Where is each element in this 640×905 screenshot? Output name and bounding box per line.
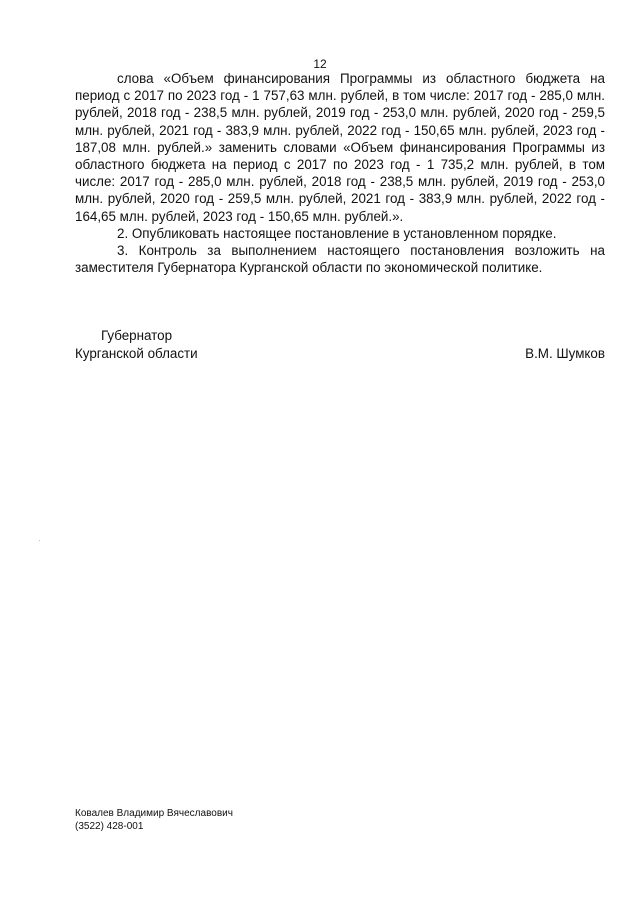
page-number: 12: [313, 57, 327, 71]
signature-row: [75, 345, 605, 363]
executor-phone: (3522) 428-001: [75, 820, 144, 832]
executor-footer: [75, 808, 233, 833]
document-body: [75, 70, 605, 276]
paragraph-amendment: слова «Объем финансирования Программы из областного бюджета на период с 2017 по 2023 год - 1 757,63 млн. рублей, в том числе: 2017 год - 285,0 млн. рублей, 2018 год - 238,5 млн. рублей, 2019 год - 253,0 млн. рублей, 2020 год - 259,5 млн. рублей, 2021 год - 383,9 млн. рублей, 2022 год - 150,65 млн. рублей, 2023 год - 187,08 млн. рублей.» заменить словами «Объем финансирования Программы из областного бюджета на период с 2017 по 2023 год - 1 735,2 млн. рублей, в том числе: 2017 год - 285,0 млн. рублей, 2018 год - 238,5 млн. рублей, 2019 год - 253,0 млн. рублей, 2020 год - 259,5 млн. рублей, 2021 год - 383,9 млн. рублей, 2022 год - 164,65 млн. рублей, 2023 год - 150,65 млн. рублей.».: [75, 71, 605, 224]
signatory-position-title: Губернатор: [101, 328, 173, 343]
paragraph-publish: 2. Опубликовать настоящее постановление в установленном порядке.: [117, 225, 557, 241]
paragraph-control: 3. Контроль за выполнением настоящего постановления возложить на заместителя Губернатора Курганской области по экономической политике.: [75, 243, 605, 276]
signature-block: [75, 327, 605, 363]
scan-speck: [39, 540, 40, 541]
executor-name: Ковалев Владимир Вячеславович: [75, 808, 233, 819]
signatory-name: В.М. Шумков: [525, 346, 605, 361]
signatory-region: Курганской области: [75, 346, 198, 361]
